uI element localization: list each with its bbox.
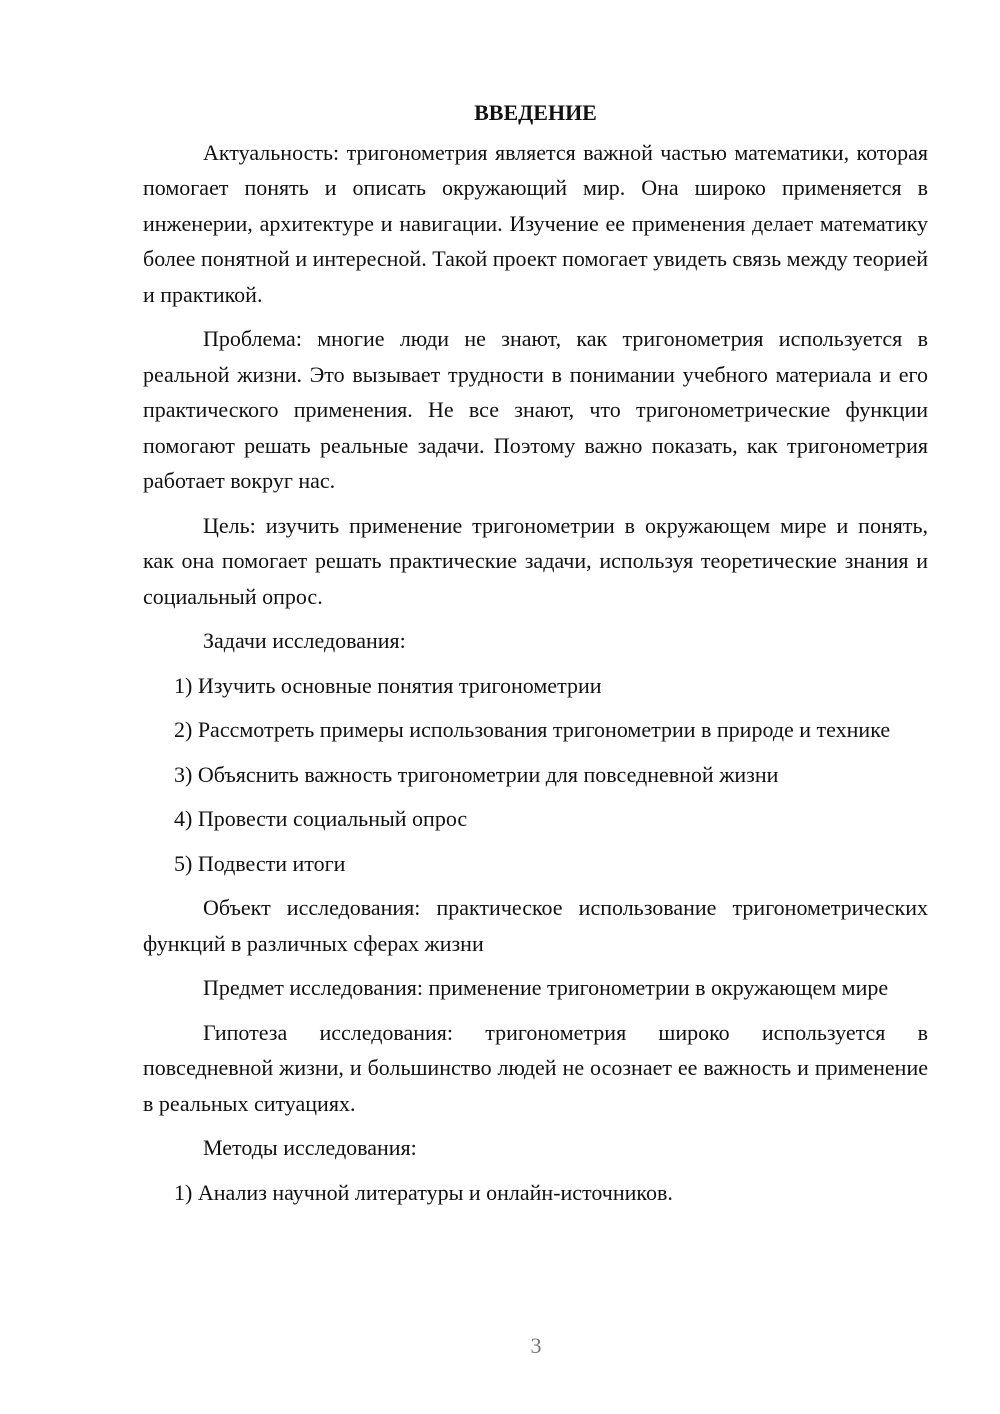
task-item-3: 3) Объяснить важность тригонометрии для повседневной жизни [174,761,779,787]
goal-paragraph: Цель: изучить применение тригонометрии в окружающем мире и понять, как она помогает решать практические задачи, используя теоретические знания и социальный опрос. [143,512,928,609]
relevance-paragraph: Актуальность: тригонометрия является важной частью математики, которая помогает понять и описать окружающий мир. Она широко применяется в инженерии, архитектуре и навигации. Изучение ее применения делает математику более понятной и интересной. Такой проект помогает увидеть связь между теорией и практикой. [143,139,928,307]
problem-paragraph: Проблема: многие люди не знают, как тригонометрия используется в реальной жизни. Это вызывает трудности в понимании учебного материала и его практического применения. Не все знают, что тригонометрические функции помогают решать реальные задачи. Поэтому важно показать, как тригонометрия работает вокруг нас. [143,326,928,493]
hypothesis-paragraph: Гипотеза исследования: тригонометрия широко используется в повседневной жизни, и большинство людей не осознает ее важность и применение в реальных ситуациях. [143,1019,928,1116]
tasks-title: Задачи исследования: [203,628,406,653]
object-paragraph: Объект исследования: практическое использование тригонометрических функций в различных сферах жизни [143,895,928,956]
section-heading: ВВЕДЕНИЕ [474,100,597,125]
task-item-5: 5) Подвести итоги [174,850,346,876]
task-item-2: 2) Рассмотреть примеры использования тригонометрии в природе и технике [174,717,891,742]
method-item-1: 1) Анализ научной литературы и онлайн-источников. [174,1179,673,1205]
subject-paragraph: Предмет исследования: применение тригонометрии в окружающем мире [203,975,889,1000]
methods-title: Методы исследования: [203,1135,417,1160]
page-number: 3 [530,1333,542,1358]
task-item-1: 1) Изучить основные понятия тригонометрии [174,672,602,698]
task-item-4: 4) Провести социальный опрос [174,806,468,831]
document-page [143,95,928,1219]
